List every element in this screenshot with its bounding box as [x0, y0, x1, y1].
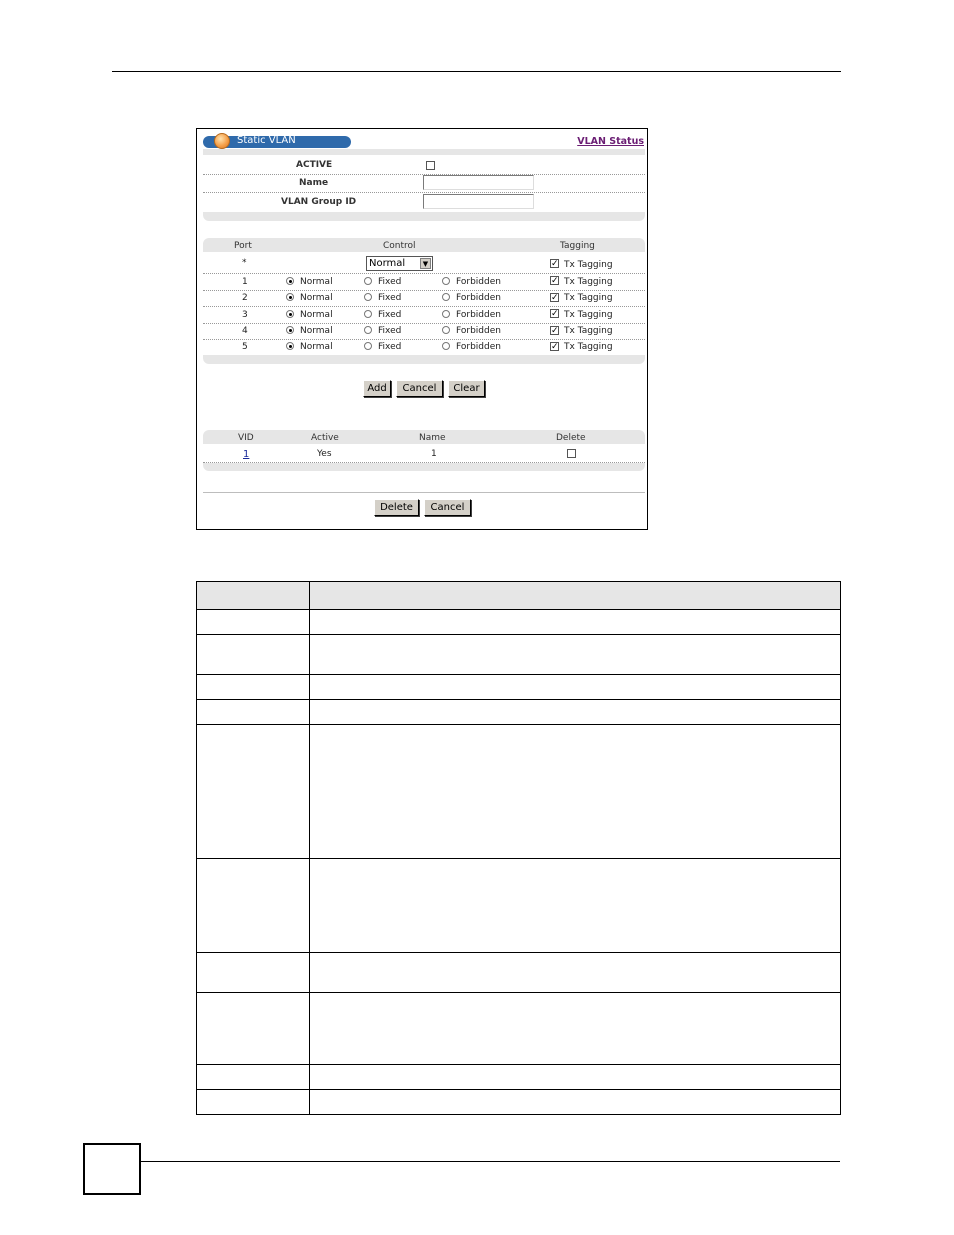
tx-tagging-label: Tx Tagging	[564, 277, 613, 287]
divider	[203, 306, 645, 307]
name-input[interactable]	[423, 175, 534, 190]
table-row	[197, 859, 841, 953]
tx-tagging-checkbox[interactable]: ✓	[551, 326, 559, 336]
control-all-select[interactable]	[366, 256, 433, 271]
active-label: ACTIVE	[296, 160, 333, 170]
table-row	[197, 993, 841, 1065]
description-table	[196, 581, 841, 1115]
fixed-radio[interactable]	[364, 326, 372, 334]
table-row	[197, 1065, 841, 1090]
port-number: 4	[242, 326, 248, 336]
table-row	[197, 635, 841, 675]
divider	[203, 339, 645, 340]
table-row	[197, 675, 841, 700]
forbidden-label: Forbidden	[456, 310, 501, 320]
active-header: Active	[311, 433, 339, 443]
port-number: 1	[242, 277, 248, 287]
cancel-button[interactable]: Cancel	[396, 380, 443, 397]
tx-tagging-all-checkbox[interactable]: ✓	[551, 259, 559, 269]
tx-tagging-checkbox[interactable]: ✓	[551, 276, 559, 286]
fixed-radio[interactable]	[364, 293, 372, 301]
port-header: Port	[234, 241, 252, 251]
tx-tagging-label: Tx Tagging	[564, 342, 613, 352]
active-checkbox[interactable]	[426, 161, 435, 170]
name-header: Name	[419, 433, 446, 443]
normal-radio[interactable]	[286, 293, 294, 301]
normal-label: Normal	[300, 293, 333, 303]
vlan-list-band-bottom	[203, 463, 645, 471]
table-row	[197, 700, 841, 725]
delete-header: Delete	[556, 433, 586, 443]
name-label: Name	[299, 178, 329, 188]
vid-header: VID	[238, 433, 254, 443]
fixed-radio[interactable]	[364, 310, 372, 318]
table-row	[197, 725, 841, 859]
divider	[203, 273, 645, 274]
tx-tagging-checkbox[interactable]: ✓	[551, 342, 559, 352]
page-number-box	[83, 1143, 141, 1195]
control-all-select-value: Normal	[369, 258, 406, 269]
forbidden-radio[interactable]	[442, 342, 450, 350]
vlan-group-id-label: VLAN Group ID	[281, 197, 357, 207]
normal-label: Normal	[300, 310, 333, 320]
port-all-label: *	[242, 258, 247, 268]
title-orb-icon	[214, 133, 230, 149]
clear-button[interactable]: Clear	[448, 380, 485, 397]
header-rule	[112, 71, 841, 72]
vlan-active-value: Yes	[317, 449, 332, 459]
forbidden-radio[interactable]	[442, 310, 450, 318]
fixed-label: Fixed	[378, 342, 402, 352]
normal-label: Normal	[300, 342, 333, 352]
forbidden-radio[interactable]	[442, 277, 450, 285]
divider	[203, 192, 645, 193]
forbidden-label: Forbidden	[456, 342, 501, 352]
fixed-label: Fixed	[378, 326, 402, 336]
fixed-label: Fixed	[378, 310, 402, 320]
forbidden-radio[interactable]	[442, 293, 450, 301]
table-row	[197, 610, 841, 635]
tx-tagging-label: Tx Tagging	[564, 293, 613, 303]
tx-tagging-label: Tx Tagging	[564, 310, 613, 320]
tagging-header: Tagging	[560, 241, 595, 251]
cancel-delete-button[interactable]: Cancel	[424, 499, 471, 516]
vlan-status-link[interactable]: VLAN Status	[577, 136, 644, 147]
fixed-label: Fixed	[378, 277, 402, 287]
port-number: 5	[242, 342, 248, 352]
tx-tagging-checkbox[interactable]: ✓	[551, 309, 559, 319]
normal-label: Normal	[300, 277, 333, 287]
tx-tagging-checkbox[interactable]: ✓	[551, 293, 559, 303]
normal-radio[interactable]	[286, 310, 294, 318]
table-header-row	[197, 582, 841, 610]
static-vlan-screen	[196, 128, 648, 530]
form-band-bottom	[203, 212, 645, 221]
control-header: Control	[383, 241, 416, 251]
table-row	[197, 953, 841, 993]
tx-tagging-all-label: Tx Tagging	[564, 260, 613, 270]
normal-radio[interactable]	[286, 326, 294, 334]
delete-button[interactable]: Delete	[374, 499, 419, 516]
tx-tagging-label: Tx Tagging	[564, 326, 613, 336]
fixed-radio[interactable]	[364, 277, 372, 285]
forbidden-radio[interactable]	[442, 326, 450, 334]
form-band-top	[203, 149, 645, 155]
port-number: 2	[242, 293, 248, 303]
chevron-down-icon[interactable]: ▼	[420, 258, 431, 269]
divider	[203, 290, 645, 291]
fixed-label: Fixed	[378, 293, 402, 303]
forbidden-label: Forbidden	[456, 326, 501, 336]
screen-title: Static VLAN	[237, 135, 296, 146]
vlan-delete-checkbox[interactable]	[567, 449, 576, 458]
vlan-name-value: 1	[431, 449, 437, 459]
ports-band-bottom	[203, 355, 645, 364]
table-row	[197, 1090, 841, 1115]
fixed-radio[interactable]	[364, 342, 372, 350]
forbidden-label: Forbidden	[456, 277, 501, 287]
divider	[203, 323, 645, 324]
separator	[203, 492, 645, 493]
normal-label: Normal	[300, 326, 333, 336]
port-number: 3	[242, 310, 248, 320]
normal-radio[interactable]	[286, 277, 294, 285]
normal-radio[interactable]	[286, 342, 294, 350]
vid-link[interactable]: 1	[243, 449, 250, 460]
forbidden-label: Forbidden	[456, 293, 501, 303]
add-button[interactable]: Add	[363, 380, 391, 397]
footer-rule	[140, 1161, 840, 1162]
vlan-group-id-input[interactable]	[423, 194, 534, 209]
